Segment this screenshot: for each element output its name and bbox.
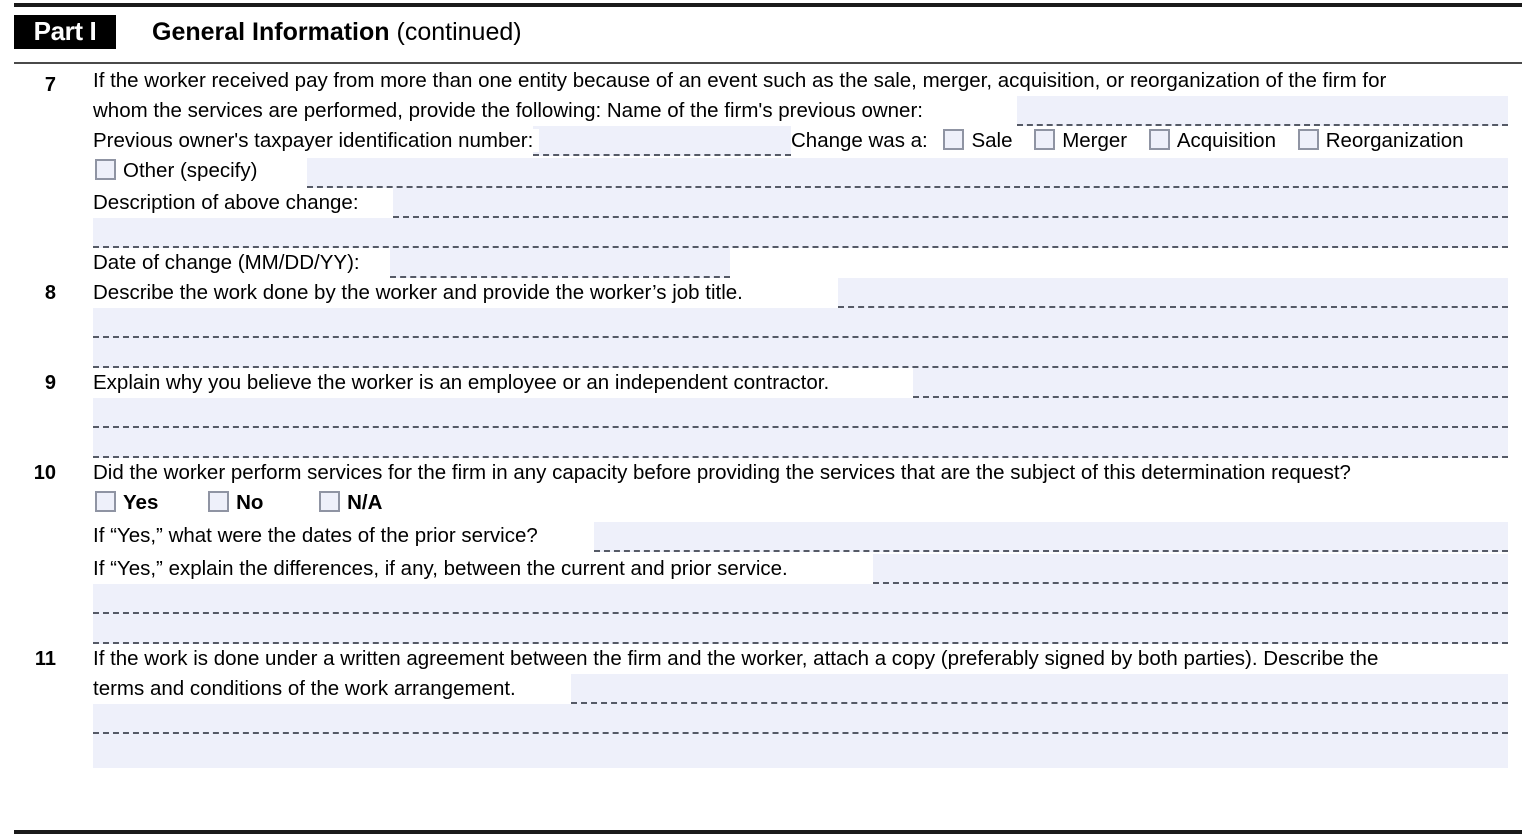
item-11-line2-text: terms and conditions of the work arrangement. [93,677,522,700]
previous-owner-tin-label: Previous owner's taxpayer identification number: [93,129,539,152]
checkbox-other-label: Other (specify) [123,159,258,182]
prior-service-differences-label: If “Yes,” explain the differences, if any, between the current and prior service. [93,557,794,580]
header-divider-rule [14,62,1522,64]
item-11-answer-row-2[interactable] [93,704,1508,734]
item-10-choices-row [93,488,1508,521]
checkbox-merger-label: Merger [1062,129,1128,152]
item-7-other-row [93,156,1508,188]
prior-service-dates-input[interactable] [594,522,1508,552]
change-was-a-group [791,126,1464,156]
checkbox-sale[interactable] [943,129,964,150]
item-10-dates-row [93,521,1508,554]
item-11-line1-row [93,644,1508,674]
description-of-change-label: Description of above change: [93,191,365,214]
item-8-prompt: Describe the work done by the worker and provide the worker’s job title. [93,281,749,304]
item-11 [0,644,1536,768]
item-7-date-row [93,248,1508,278]
item-10-answer-row-3[interactable] [93,614,1508,644]
part-title-main: General Information [152,17,390,46]
checkbox-no[interactable] [208,491,229,512]
change-was-a-label: Change was a: [791,129,928,152]
previous-owner-input[interactable] [1017,96,1508,126]
item-9-answer-row-3[interactable] [93,428,1508,458]
description-of-change-continuation-row[interactable] [93,218,1508,248]
checkbox-merger[interactable] [1034,129,1055,150]
form-body [0,66,1536,768]
item-11-line1-text: If the work is done under a written agreement between the firm and the worker, attach a copy (preferably signed by both parties). Describe the [93,647,1379,670]
previous-owner-tin-input[interactable] [533,126,791,156]
item-8-number: 8 [44,282,56,304]
checkbox-reorganization-label: Reorganization [1325,129,1464,152]
item-7-line1-text: If the worker received pay from more than one entity because of an event such as the sale, merger, acquisition, or reorganization of the firm for [93,69,1387,92]
item-7-number: 7 [44,74,56,96]
item-10-content [93,458,1508,584]
item-7-description-row [93,188,1508,218]
other-specify-input[interactable] [307,158,1508,188]
item-10-number: 10 [33,462,56,484]
checkbox-other[interactable] [95,159,116,180]
item-10-differences-row [93,554,1508,584]
item-8 [0,278,1536,368]
date-of-change-label: Date of change (MM/DD/YY): [93,251,366,274]
bottom-rule [14,830,1522,834]
item-9-prompt: Explain why you believe the worker is an employee or an independent contractor. [93,371,835,394]
item-8-answer-row-2[interactable] [93,308,1508,338]
checkbox-sale-label: Sale [971,129,1013,152]
item-9 [0,368,1536,458]
item-8-answer-input[interactable] [838,278,1508,308]
checkbox-yes[interactable] [95,491,116,512]
item-10-prompt: Did the worker perform services for the firm in any capacity before providing the services that are the subject of this determination request? [93,461,1351,484]
prior-service-differences-input[interactable] [873,554,1508,584]
item-9-prompt-row [93,368,1508,398]
part-header [14,12,522,52]
item-7-line2-text: whom the services are performed, provide the following: Name of the firm's previous owner: [93,99,929,122]
item-7-date-content [93,248,1508,278]
item-11-number: 11 [34,648,56,670]
prior-service-dates-label: If “Yes,” what were the dates of the prior service? [93,524,544,547]
item-9-answer-input[interactable] [913,368,1508,398]
description-of-change-input[interactable] [393,188,1508,218]
item-7-line1-row [93,66,1508,96]
checkbox-na-label: N/A [347,491,383,514]
item-8-content [93,278,1508,308]
item-10-prompt-row [93,458,1508,488]
checkbox-yes-label: Yes [123,491,159,514]
item-10 [0,458,1536,644]
checkbox-no-label: No [236,491,264,514]
part-title [152,18,522,47]
checkbox-acquisition-label: Acquisition [1176,129,1276,152]
date-of-change-input[interactable] [390,248,730,278]
item-11-content [93,644,1508,704]
item-7-tin-row [93,126,1508,156]
checkbox-reorganization[interactable] [1298,129,1319,150]
item-11-answer-row-3[interactable] [93,734,1508,768]
part-badge: Part I [14,15,116,49]
item-10-answer-row-2[interactable] [93,584,1508,614]
item-11-answer-input[interactable] [571,674,1508,704]
item-9-content [93,368,1508,398]
item-8-answer-row-3[interactable] [93,338,1508,368]
item-8-prompt-row [93,278,1508,308]
checkbox-na[interactable] [319,491,340,512]
part-title-suffix: (continued) [396,17,522,46]
item-7-content [93,66,1508,218]
item-7-line2-row [93,96,1508,126]
item-9-number: 9 [44,372,56,394]
item-9-answer-row-2[interactable] [93,398,1508,428]
item-7 [0,66,1536,278]
top-rule [14,3,1522,7]
item-7-other-cell [93,156,279,186]
item-11-line2-row [93,674,1508,704]
checkbox-acquisition[interactable] [1149,129,1170,150]
